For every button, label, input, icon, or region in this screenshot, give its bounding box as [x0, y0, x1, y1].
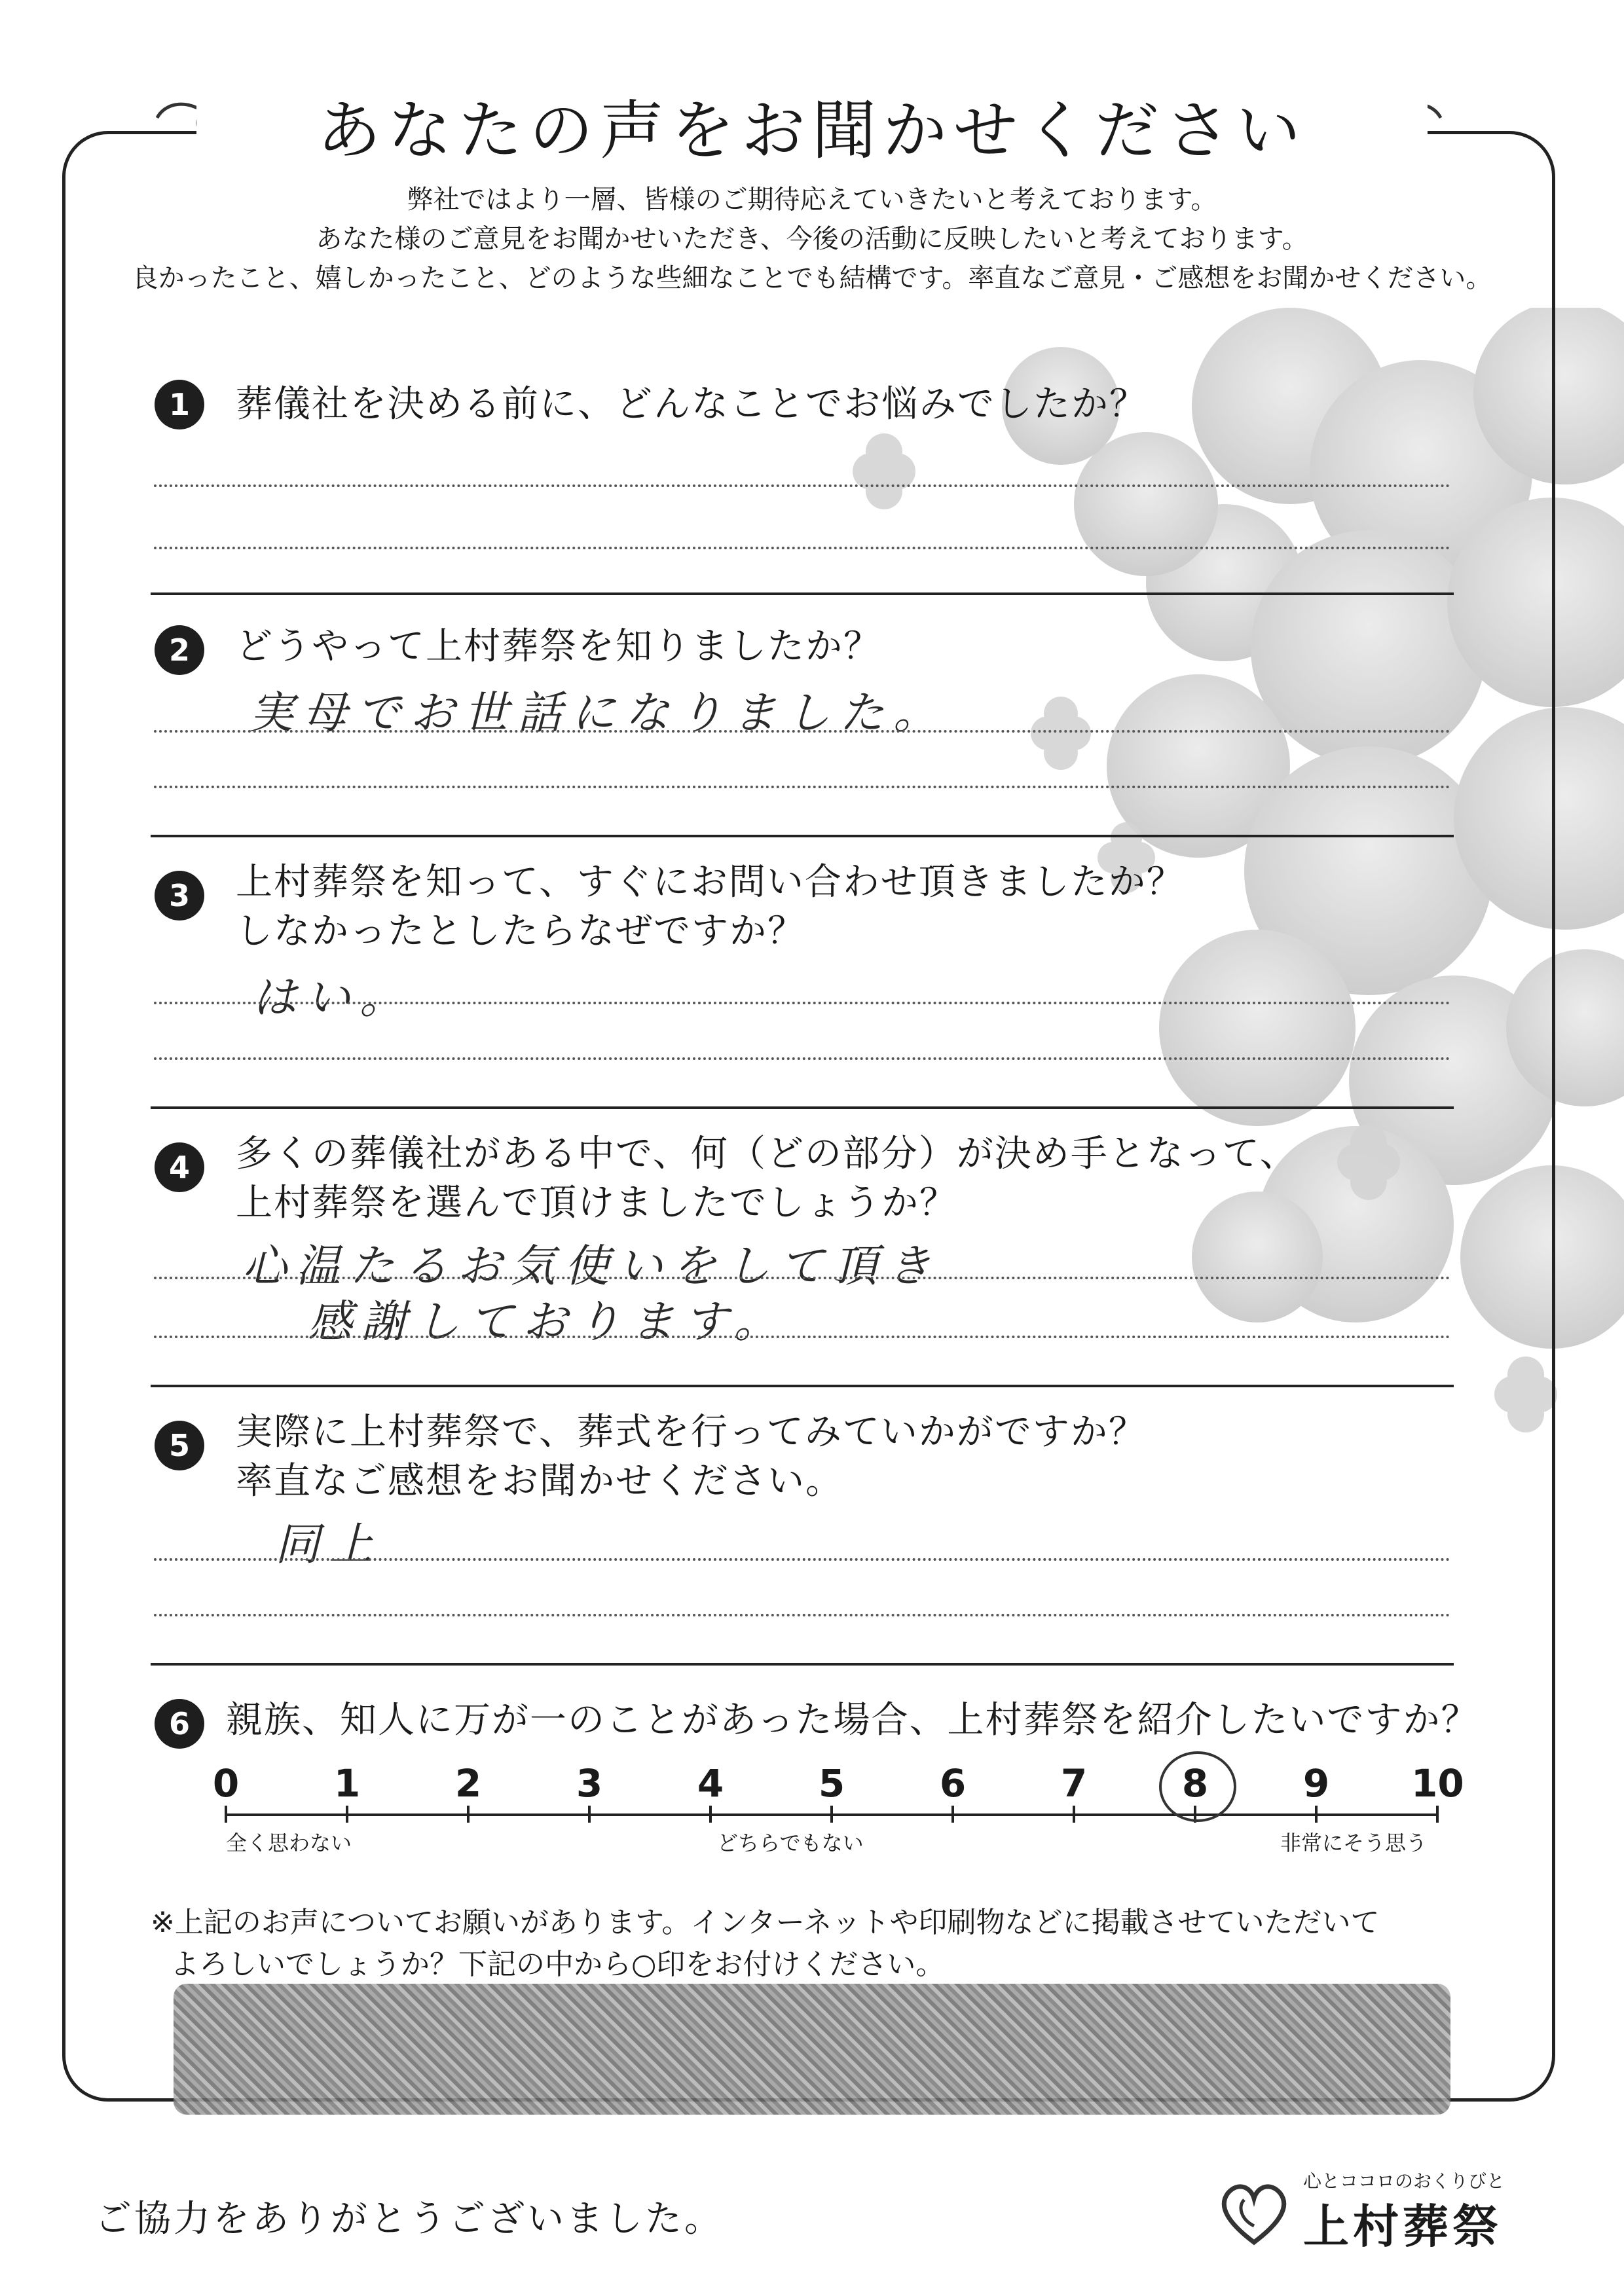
- answer-line: [154, 1558, 1450, 1561]
- scale-number-7[interactable]: 7: [1060, 1761, 1088, 1806]
- intro-text: [98, 180, 1526, 298]
- intro-line: 良かったこと、嬉しかったこと、どのような些細なことでも結構です。率直なご意見・ご感想をお聞かせください。: [132, 263, 1492, 293]
- scale-tick: [225, 1806, 227, 1823]
- scale-tick: [951, 1806, 954, 1823]
- question-1-text: 葬儀社を決める前に、どんなことでお悩みでしたか？: [236, 383, 1147, 426]
- answer-line: [154, 547, 1450, 549]
- answer-5-handwriting: 同上: [275, 1519, 383, 1571]
- note-line: よろしいでしょうか？下記の中から○印をお付けください。: [170, 1948, 945, 1981]
- redacted-area: [174, 1984, 1450, 2115]
- scale-tick: [467, 1806, 470, 1823]
- publication-note: [151, 1902, 1380, 1986]
- section-divider: [151, 592, 1454, 595]
- scale-number-1[interactable]: 1: [333, 1761, 361, 1806]
- answer-line: [154, 730, 1450, 733]
- scale-number-9[interactable]: 9: [1302, 1761, 1330, 1806]
- scale-number-3[interactable]: 3: [576, 1761, 603, 1806]
- question-5-text-line1: 実際に上村葬祭で、葬式を行ってみていかがですか？: [236, 1411, 1147, 1453]
- answer-line: [154, 1614, 1450, 1616]
- scale-number-6[interactable]: 6: [939, 1761, 967, 1806]
- answer-4-handwriting-line1: 心温たるお気使いをして頂き: [242, 1241, 941, 1292]
- scale-tick: [1315, 1806, 1318, 1823]
- section-divider: [151, 1385, 1454, 1387]
- scale-number-10[interactable]: 10: [1411, 1761, 1464, 1806]
- thanks-message: ご協力をありがとうございました。: [95, 2198, 724, 2240]
- scale-tick: [830, 1806, 833, 1823]
- scale-tick: [709, 1806, 712, 1823]
- logo-name: 上村葬祭: [1303, 2200, 1502, 2253]
- question-2-text: どうやって上村葬祭を知りましたか？: [236, 625, 881, 668]
- question-4-text-line2: 上村葬祭を選んで頂けましたでしょうか？: [236, 1182, 957, 1224]
- intro-line: 弊社ではより一層、皆様のご期待応えていきたいと考えております。: [407, 185, 1217, 215]
- section-divider: [151, 1106, 1454, 1109]
- question-number-3: 3: [155, 871, 204, 920]
- answer-line: [154, 1277, 1450, 1279]
- answer-line: [154, 1057, 1450, 1060]
- question-6-text: 親族、知人に万が一のことがあった場合、上村葬祭を紹介したいですか？: [226, 1699, 1479, 1741]
- question-3-text-line2: しなかったとしたらなぜですか？: [236, 910, 805, 953]
- question-number-4: 4: [155, 1142, 204, 1192]
- selected-rating-circle: [1159, 1751, 1236, 1822]
- answer-3-handwriting: はい。: [252, 972, 414, 1024]
- question-number-1: 1: [155, 380, 204, 429]
- scale-tick: [346, 1806, 348, 1823]
- scale-tick: [588, 1806, 591, 1823]
- heart-logo-icon: [1215, 2174, 1293, 2252]
- page-title: あなたの声をお聞かせください: [196, 79, 1428, 183]
- scale-tick: [1436, 1806, 1439, 1823]
- intro-line: あなた様のご意見をお聞かせいただき、今後の活動に反映したいと考えております。: [316, 224, 1308, 254]
- scale-number-2[interactable]: 2: [454, 1761, 482, 1806]
- question-3-text-line1: 上村葬祭を知って、すぐにお問い合わせ頂きましたか？: [236, 861, 1185, 903]
- answer-4-handwriting-line2: 感謝しております。: [308, 1296, 788, 1348]
- scale-number-8[interactable]: 8: [1181, 1761, 1209, 1806]
- answer-line: [154, 786, 1450, 788]
- scale-label-mid: どちらでもない: [717, 1831, 864, 1855]
- section-divider: [151, 1663, 1454, 1666]
- scale-number-4[interactable]: 4: [697, 1761, 724, 1806]
- scale-label-high: 非常にそう思う: [1280, 1831, 1428, 1855]
- section-divider: [151, 835, 1454, 837]
- note-line: ※上記のお声についてお願いがあります。インターネットや印刷物などに掲載させていただいて: [151, 1906, 1380, 1939]
- answer-line: [154, 1336, 1450, 1338]
- scale-label-low: 全く思わない: [226, 1831, 352, 1855]
- question-number-2: 2: [155, 625, 204, 675]
- scale-number-0[interactable]: 0: [212, 1761, 240, 1806]
- question-4-text-line1: 多くの葬儀社がある中で、何（どの部分）が決め手となって、: [236, 1133, 1298, 1175]
- answer-line: [154, 484, 1450, 487]
- question-number-5: 5: [155, 1421, 204, 1470]
- question-number-6: 6: [155, 1699, 204, 1749]
- answer-2-handwriting: 実母でお世話になりました。: [249, 687, 948, 739]
- question-5-text-line2: 率直なご感想をお聞かせください。: [236, 1460, 843, 1503]
- scale-tick: [1073, 1806, 1075, 1823]
- logo-tagline: 心とココロのおくりびと: [1303, 2170, 1505, 2192]
- answer-line: [154, 1002, 1450, 1004]
- scale-number-5[interactable]: 5: [818, 1761, 845, 1806]
